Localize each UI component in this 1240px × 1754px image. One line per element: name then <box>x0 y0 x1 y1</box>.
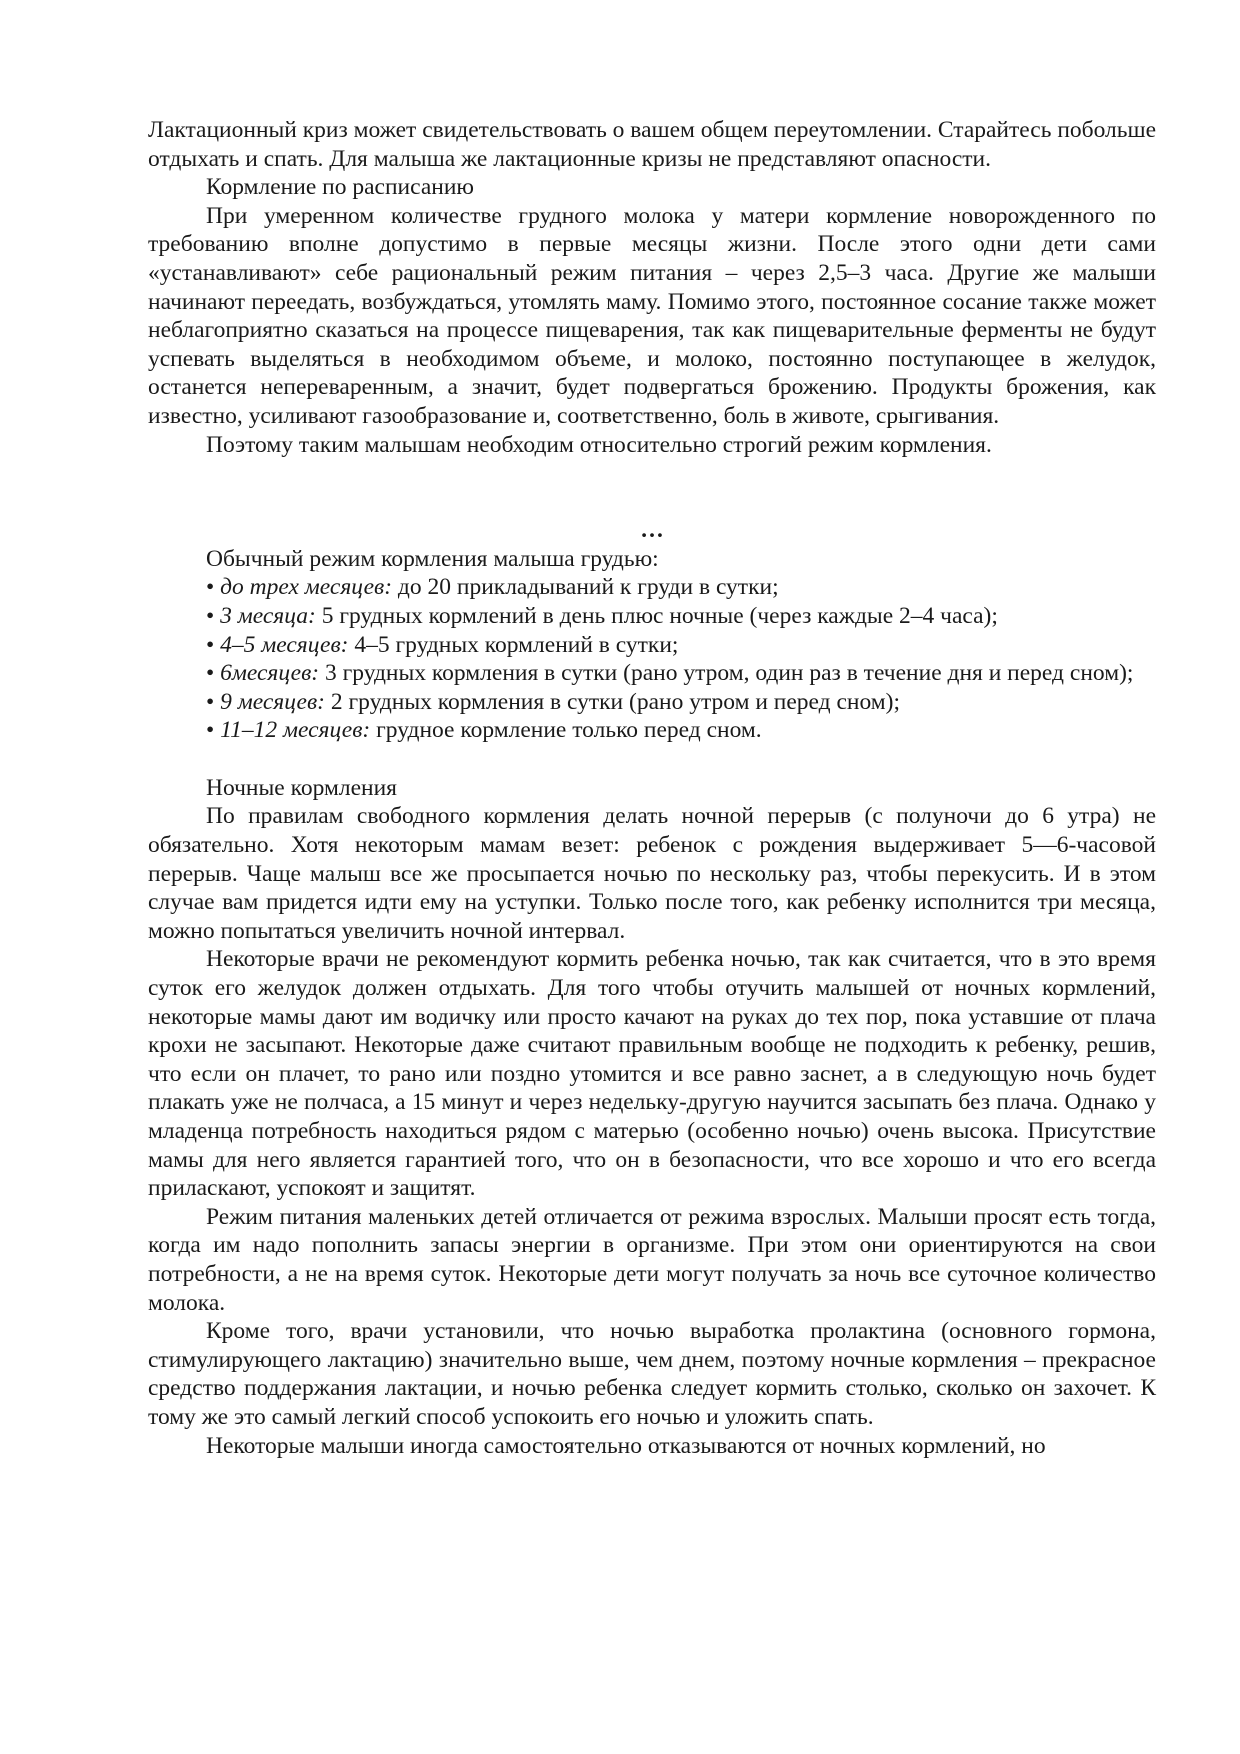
list-item-term: до трех месяцев: <box>220 574 393 601</box>
list-item-text: до 20 прикладываний к груди в сутки; <box>397 574 779 601</box>
paragraph: Некоторые врачи не рекомендуют кормить ребенка ночью, так как считается, что в это время суток его желудок должен отдыхать. Для того чтобы отучить малышей от ночных кормлений, некоторые мамы дают им водичку или просто качают на руках до тех пор, пока уставшие от плача крохи не засыпают. Некоторые даже считают правильным вообще не подходить к ребенку, решив, что если он плачет, то рано или поздно утомится и все равно заснет, а в следующую ночь будет плакать уже не полчаса, а 15 минут и через недельку-другую научится засыпать без плача. Однако у младенца потребность находиться рядом с матерью (особенно ночью) очень высока. Присутствие мамы для него является гарантией того, что он в безопасности, что все хорошо и что его всегда приласкают, успокоят и защитят. <box>148 946 1156 1202</box>
section-separator: … <box>640 517 664 544</box>
paragraph: При умеренном количестве грудного молока у матери кормление новорожденного по требованию вполне допустимо в первые месяцы жизни. После этого одни дети сами «устанавливают» себе рациональный режим питания – через 2,5–3 часа. Другие же малыши начинают переедать, возбуждаться, утомлять маму. Помимо этого, постоянное сосание также может неблагоприятно сказаться на процессе пищеварения, так как пищеварительные ферменты не будут успевать выделяться в необходимом объеме, и молоко, постоянно поступающее в желудок, останется непереваренным, а значит, будет подвергаться брожению. Продукты брожения, как известно, усиливают газообразование и, соответственно, боль в животе, срыгивания. <box>148 202 1156 429</box>
bullet-icon: • <box>206 631 215 658</box>
paragraph: Режим питания маленьких детей отличается от режима взрослых. Малыши просят есть тогда, когда им надо пополнить запасы энергии в организме. При этом они ориентируются на свои потребности, а не на время суток. Некоторые дети могут получать за ночь все суточное количество молока. <box>148 1203 1156 1316</box>
bullet-icon: • <box>206 574 215 601</box>
document-page <box>148 116 1156 1460</box>
list-item-text: 5 грудных кормлений в день плюс ночные (через каждые 2–4 часа); <box>321 602 998 629</box>
list-item-term: 3 месяца: <box>220 602 316 629</box>
bullet-icon: • <box>206 602 215 629</box>
bullet-icon: • <box>206 688 215 715</box>
spacer <box>148 459 1156 516</box>
list-item <box>148 602 1156 631</box>
paragraph: Некоторые малыши иногда самостоятельно отказываются от ночных кормлений, но <box>206 1432 1046 1459</box>
list-item-term: 9 месяцев: <box>220 688 325 715</box>
list-item <box>148 716 1156 745</box>
list-item <box>148 688 1156 717</box>
schedule-intro: Обычный режим кормления малыша грудью: <box>206 545 659 572</box>
list-item-text: 3 грудных кормления в сутки (рано утром, один раз в течение дня и перед сном); <box>325 660 1134 687</box>
list-item-text: грудное кормление только перед сном. <box>376 717 762 744</box>
section-title-schedule-feeding: Кормление по расписанию <box>206 174 474 201</box>
bullet-icon: • <box>206 660 215 687</box>
list-item-text: 4–5 грудных кормлений в сутки; <box>354 631 679 658</box>
list-item <box>148 631 1156 660</box>
list-item-term: 4–5 месяцев: <box>220 631 349 658</box>
list-item <box>148 573 1156 602</box>
bullet-icon: • <box>206 717 215 744</box>
paragraph: Кроме того, врачи установили, что ночью выработка пролактина (основного гормона, стимулирующего лактацию) значительно выше, чем днем, поэтому ночные кормления – прекрасное средство поддержания лактации, и ночью ребенка следует кормить столько, сколько он захочет. К тому же это самый легкий способ успокоить его ночью и уложить спать. <box>148 1318 1156 1430</box>
list-item-term: 11–12 месяцев: <box>220 717 371 744</box>
list-item <box>148 659 1156 688</box>
list-item-text: 2 грудных кормления в сутки (рано утром и перед сном); <box>330 688 901 715</box>
list-item-term: 6месяцев: <box>220 660 320 687</box>
paragraph: Поэтому таким малышам необходим относительно строгий режим кормления. <box>206 431 992 458</box>
section-title-night-feeding: Ночные кормления <box>206 774 397 801</box>
paragraph: По правилам свободного кормления делать ночной перерыв (с полуночи до 6 утра) не обязательно. Хотя некоторым мамам везет: ребенок с рождения выдерживает 5—6-часовой перерыв. Чаще малыш все же просыпается ночью по нескольку раз, чтобы перекусить. И в этом случае вам придется идти ему на уступки. Только после того, как ребенку исполнится три месяца, можно попытаться увеличить ночной интервал. <box>148 803 1156 944</box>
spacer <box>148 745 1156 774</box>
intro-paragraph: Лактационный криз может свидетельствовать о вашем общем переутомлении. Старайтесь побольше отдыхать и спать. Для малыша же лактационные кризы не представляют опасности. <box>148 117 1157 172</box>
